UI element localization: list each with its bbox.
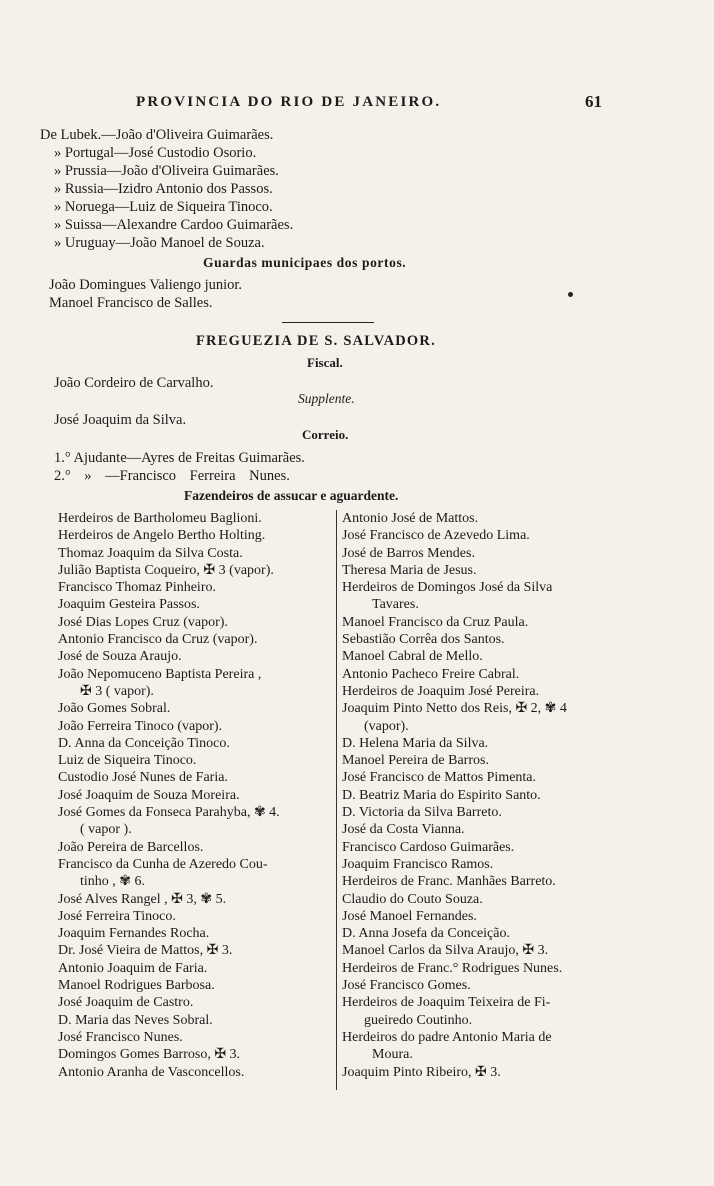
consul-line: De Lubek.—João d'Oliveira Guimarães. [40, 127, 274, 143]
list-item: Herdeiros do padre Antonio Maria de [342, 1029, 552, 1045]
list-item: Manoel Carlos da Silva Araujo, ✠ 3. [342, 943, 549, 959]
list-item: Dr. José Vieira de Mattos, ✠ 3. [58, 943, 233, 959]
list-item: Herdeiros de Joaquim José Pereira. [342, 683, 540, 699]
list-item: José de Souza Araujo. [58, 649, 182, 665]
supplente-heading: Supplente. [298, 391, 355, 406]
list-item: Joaquim Fernandes Rocha. [58, 926, 210, 942]
list-item: João Pereira de Barcellos. [58, 839, 204, 855]
list-item: José Joaquim de Castro. [58, 995, 194, 1011]
list-item: Manoel Cabral de Mello. [342, 649, 483, 665]
list-item: Joaquim Pinto Netto dos Reis, ✠ 2, ✾ 4 [342, 701, 567, 717]
list-item: Francisco da Cunha de Azeredo Cou- [58, 856, 268, 872]
list-item: José Francisco Nunes. [58, 1029, 183, 1045]
consul-line: » Prussia—João d'Oliveira Guimarães. [54, 163, 279, 179]
list-item: Antonio Pacheco Freire Cabral. [342, 666, 520, 682]
supplente-name: José Joaquim da Silva. [54, 412, 187, 428]
left-column [58, 510, 334, 1081]
list-item: Domingos Gomes Barroso, ✠ 3. [58, 1047, 241, 1063]
list-item: Antonio Francisco da Cruz (vapor). [58, 632, 258, 648]
correio-line: 1.° Ajudante—Ayres de Freitas Guimarães. [54, 450, 305, 466]
list-item: Claudio do Couto Souza. [342, 891, 483, 907]
list-item: Herdeiros de Angelo Bertho Holting. [58, 528, 266, 544]
list-item: José Joaquim de Souza Moreira. [58, 787, 240, 803]
correio-line: 2.° » —Francisco Ferreira Nunes. [54, 468, 290, 484]
list-item: Custodio José Nunes de Faria. [58, 770, 228, 786]
list-item: Herdeiros de Franc.° Rodrigues Nunes. [342, 960, 563, 976]
consul-line: » Uruguay—João Manoel de Souza. [54, 235, 265, 251]
list-item: Theresa Maria de Jesus. [342, 562, 477, 578]
guarda-line: João Domingues Valiengo junior. [49, 277, 243, 293]
column-divider [336, 510, 337, 1090]
guardas-heading: Guardas municipaes dos portos. [203, 255, 407, 270]
list-item: José de Barros Mendes. [342, 545, 475, 561]
consul-line: » Portugal—José Custodio Osorio. [54, 145, 257, 161]
list-item: ✠ 3 ( vapor). [80, 683, 154, 699]
list-item: Manoel Pereira de Barros. [342, 753, 489, 769]
section-divider [282, 322, 374, 323]
list-item: Tavares. [372, 597, 419, 613]
list-item: Thomaz Joaquim da Silva Costa. [58, 545, 243, 561]
list-item: Herdeiros de Domingos José da Silva [342, 580, 553, 596]
list-item: João Nepomuceno Baptista Pereira , [58, 666, 262, 682]
list-item: Francisco Cardoso Guimarães. [342, 839, 515, 855]
list-item: tinho , ✾ 6. [80, 874, 146, 890]
list-item: D. Anna da Conceição Tinoco. [58, 735, 230, 751]
list-item: Francisco Thomaz Pinheiro. [58, 580, 216, 596]
list-item: gueiredo Coutinho. [364, 1012, 473, 1028]
parish-heading: FREGUEZIA DE S. SALVADOR. [196, 333, 436, 349]
fiscal-name: João Cordeiro de Carvalho. [54, 375, 214, 391]
list-item: Moura. [372, 1047, 413, 1063]
list-item: Antonio Aranha de Vasconcellos. [58, 1064, 245, 1080]
page-header [0, 94, 714, 116]
list-item: Joaquim Gesteira Passos. [58, 597, 200, 613]
list-item: D. Helena Maria da Silva. [342, 735, 489, 751]
list-item: Julião Baptista Coqueiro, ✠ 3 (vapor). [58, 562, 274, 578]
list-item: João Ferreira Tinoco (vapor). [58, 718, 223, 734]
list-item: José Gomes da Fonseca Parahyba, ✾ 4. [58, 805, 280, 821]
list-item: José Alves Rangel , ✠ 3, ✾ 5. [58, 891, 227, 907]
correio-heading: Correio. [302, 427, 349, 442]
page-number: 61 [585, 92, 602, 111]
list-item: José Francisco Gomes. [342, 978, 471, 994]
right-column [342, 510, 642, 1081]
list-item: José Francisco de Azevedo Lima. [342, 528, 530, 544]
list-item: Sebastião Corrêa dos Santos. [342, 632, 505, 648]
list-item: D. Maria das Neves Sobral. [58, 1012, 213, 1028]
list-item: José da Costa Vianna. [342, 822, 465, 838]
list-item: D. Anna Josefa da Conceição. [342, 926, 510, 942]
list-item: José Manoel Fernandes. [342, 908, 477, 924]
fiscal-heading: Fiscal. [307, 355, 343, 370]
ink-dot [568, 292, 573, 297]
list-item: Antonio Joaquim de Faria. [58, 960, 208, 976]
list-item: Herdeiros de Bartholomeu Baglioni. [58, 511, 262, 526]
consul-line: » Suissa—Alexandre Cardoo Guimarães. [54, 217, 294, 233]
list-item: Herdeiros de Franc. Manhães Barreto. [342, 874, 556, 890]
list-item: D. Victoria da Silva Barreto. [342, 805, 502, 821]
consul-line: » Russia—Izidro Antonio dos Passos. [54, 181, 273, 197]
list-item: José Francisco de Mattos Pimenta. [342, 770, 537, 786]
list-item: José Ferreira Tinoco. [58, 908, 176, 924]
list-item: Manoel Rodrigues Barbosa. [58, 978, 215, 994]
fazendeiros-heading: Fazendeiros de assucar e aguardente. [184, 488, 399, 503]
running-title: PROVINCIA DO RIO DE JANEIRO. [136, 94, 442, 110]
list-item: Manoel Francisco da Cruz Paula. [342, 614, 529, 630]
list-item: Joaquim Pinto Ribeiro, ✠ 3. [342, 1064, 501, 1080]
list-item: Herdeiros de Joaquim Teixeira de Fi- [342, 995, 551, 1011]
list-item: Luiz de Siqueira Tinoco. [58, 753, 197, 769]
list-item: ( vapor ). [80, 822, 132, 838]
consul-line: » Noruega—Luiz de Siqueira Tinoco. [54, 199, 273, 215]
list-item: Joaquim Francisco Ramos. [342, 856, 494, 872]
list-item: Antonio José de Mattos. [342, 511, 479, 526]
list-item: (vapor). [364, 718, 409, 734]
guarda-line: Manoel Francisco de Salles. [49, 295, 213, 311]
list-item: João Gomes Sobral. [58, 701, 171, 717]
list-item: José Dias Lopes Cruz (vapor). [58, 614, 228, 630]
list-item: D. Beatriz Maria do Espirito Santo. [342, 787, 541, 803]
